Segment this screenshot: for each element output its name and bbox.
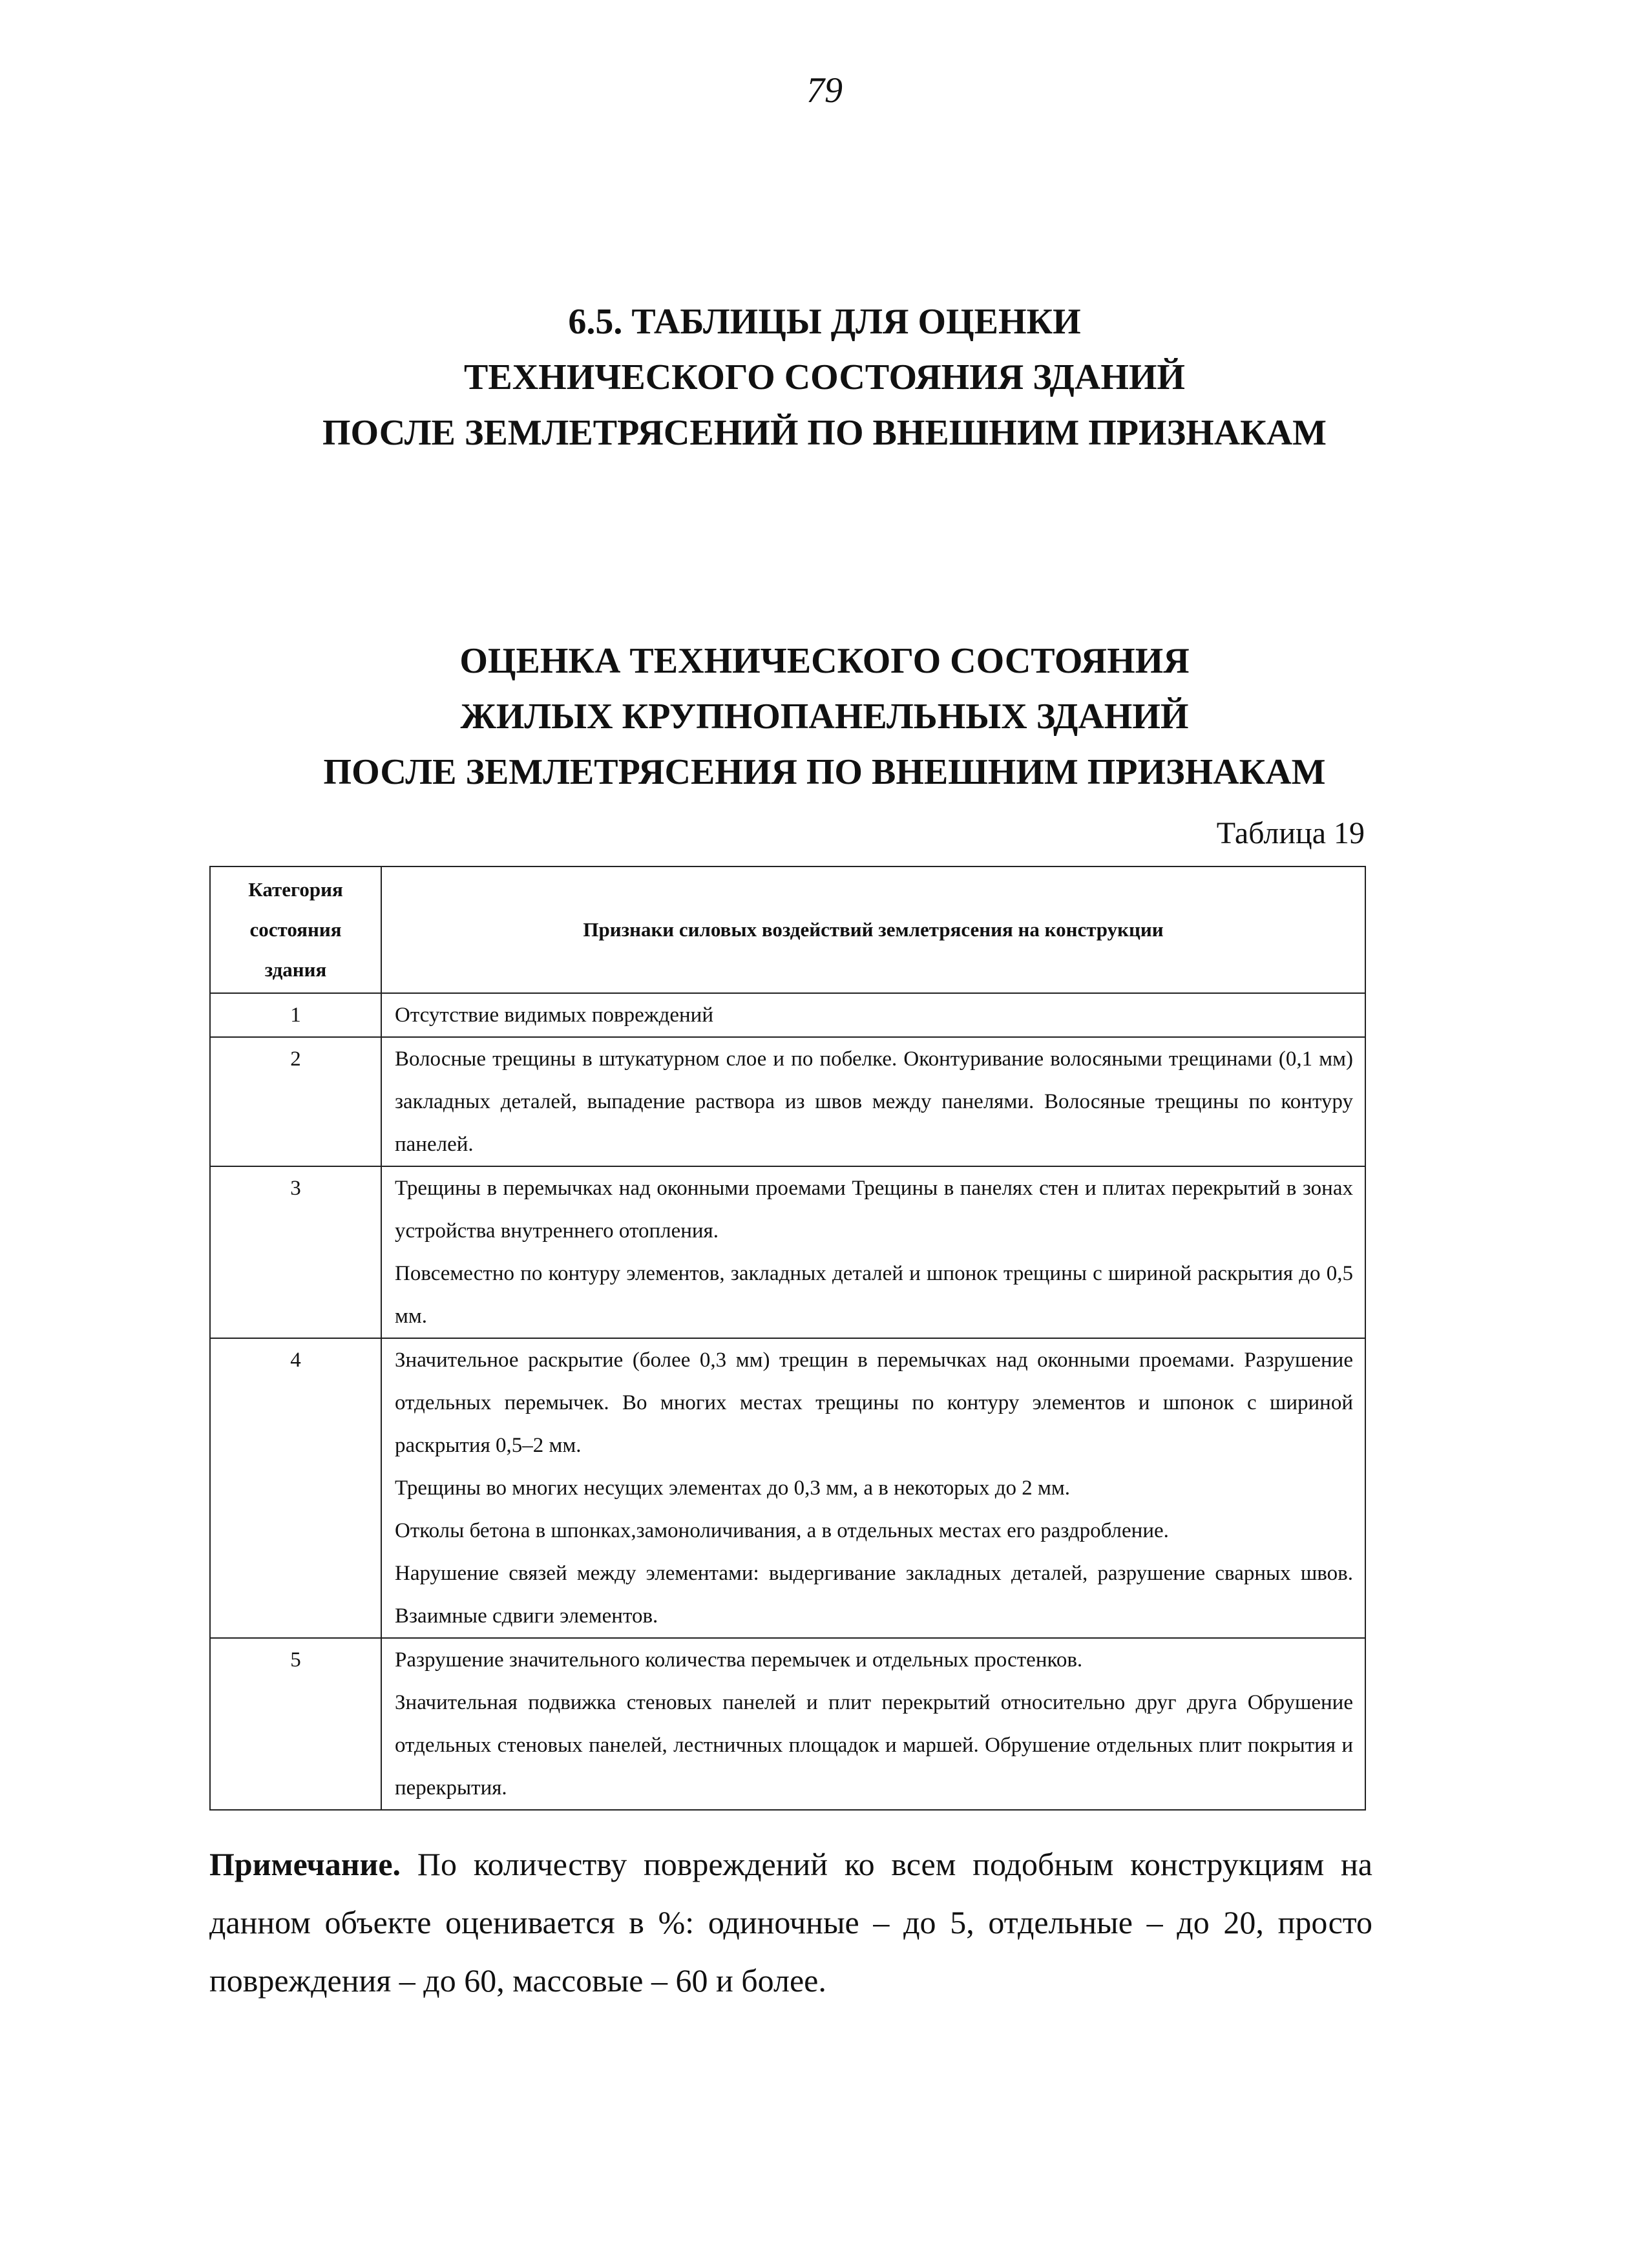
category-cell: 2 (210, 1037, 381, 1166)
note-label: Примечание. (209, 1846, 401, 1882)
section-heading (0, 294, 1649, 461)
signs-cell (381, 993, 1365, 1037)
table-row (210, 1166, 1365, 1338)
table-row (210, 1638, 1365, 1810)
table-row (210, 1338, 1365, 1638)
table-heading (0, 633, 1649, 800)
signs-cell (381, 1037, 1365, 1166)
section-heading-line: ПОСЛЕ ЗЕМЛЕТРЯСЕНИЙ ПО ВНЕШНИМ ПРИЗНАКАМ (322, 413, 1327, 453)
section-heading-line: 6.5. ТАБЛИЦЫ ДЛЯ ОЦЕНКИ (568, 302, 1081, 342)
signs-cell (381, 1638, 1365, 1810)
category-header-line: Категория (248, 878, 343, 901)
category-column-header (210, 866, 381, 993)
table-caption: Таблица 19 (1216, 816, 1365, 850)
signs-paragraph: Повсеместно по контуру элементов, закладных деталей и шпонок трещины с шириной раскрытия до 0,5 мм. (395, 1262, 1353, 1328)
category-cell: 4 (210, 1338, 381, 1638)
signs-cell (381, 1166, 1365, 1338)
signs-paragraph: Разрушение значительного количества перемычек и отдельных простенков. (395, 1648, 1083, 1672)
table-heading-line: ЖИЛЫХ КРУПНОПАНЕЛЬНЫХ ЗДАНИЙ (460, 697, 1189, 737)
signs-paragraph: Отколы бетона в шпонках,замоноличивания, а в отдельных местах его раздробление. (395, 1519, 1169, 1542)
signs-paragraph: Волосные трещины в штукатурном слое и по побелке. Оконтуривание волосяными трещинами (0,1 мм) закладных деталей, выпадение раствора из швов между панелями. Волосяные трещины по контуру панелей. (395, 1047, 1353, 1156)
table-header-row (210, 866, 1365, 993)
signs-paragraph: Нарушение связей между элементами: выдергивание закладных деталей, разрушение сварных швов. Взаимные сдвиги элементов. (395, 1562, 1353, 1628)
page-number: 79 (806, 70, 843, 110)
table-row (210, 1037, 1365, 1166)
category-cell: 1 (210, 993, 381, 1037)
signs-paragraph: Отсутствие видимых повреждений (395, 1003, 714, 1027)
damage-assessment-table (209, 866, 1366, 1811)
category-header-line: здания (264, 958, 327, 981)
category-cell: 5 (210, 1638, 381, 1810)
signs-cell (381, 1338, 1365, 1638)
signs-paragraph: Значительная подвижка стеновых панелей и плит перекрытий относительно друг друга Обрушение отдельных стеновых панелей, лестничных площадок и маршей. Обрушение отдельных плит покрытия и перекрытия. (395, 1691, 1353, 1800)
section-heading-line: ТЕХНИЧЕСКОГО СОСТОЯНИЯ ЗДАНИЙ (463, 357, 1185, 397)
signs-column-header: Признаки силовых воздействий землетрясения на конструкции (381, 866, 1365, 993)
signs-paragraph: Трещины в перемычках над оконными проемами Трещины в панелях стен и плитах перекрытий в зонах устройства внутреннего отопления. (395, 1177, 1353, 1243)
signs-paragraph: Трещины во многих несущих элементах до 0,3 мм, а в некоторых до 2 мм. (395, 1476, 1071, 1500)
note (209, 1835, 1372, 2010)
category-header-line: состояния (249, 918, 342, 941)
category-cell: 3 (210, 1166, 381, 1338)
signs-paragraph: Значительное раскрытие (более 0,3 мм) трещин в перемычках над оконными проемами. Разрушение отдельных перемычек. Во многих местах трещины по контуру элементов и шпонок с шириной раскрытия 0,5–2 мм. (395, 1349, 1353, 1457)
table-heading-line: ОЦЕНКА ТЕХНИЧЕСКОГО СОСТОЯНИЯ (459, 641, 1190, 681)
table-row (210, 993, 1365, 1037)
table-heading-line: ПОСЛЕ ЗЕМЛЕТРЯСЕНИЯ ПО ВНЕШНИМ ПРИЗНАКАМ (323, 752, 1326, 792)
note-text: По количеству повреждений ко всем подобным конструкциям на данном объекте оценивается в %: одиночные – до 5, отдельные – до 20, просто повреждения – до 60, массовые – 60 и более. (209, 1846, 1372, 1999)
